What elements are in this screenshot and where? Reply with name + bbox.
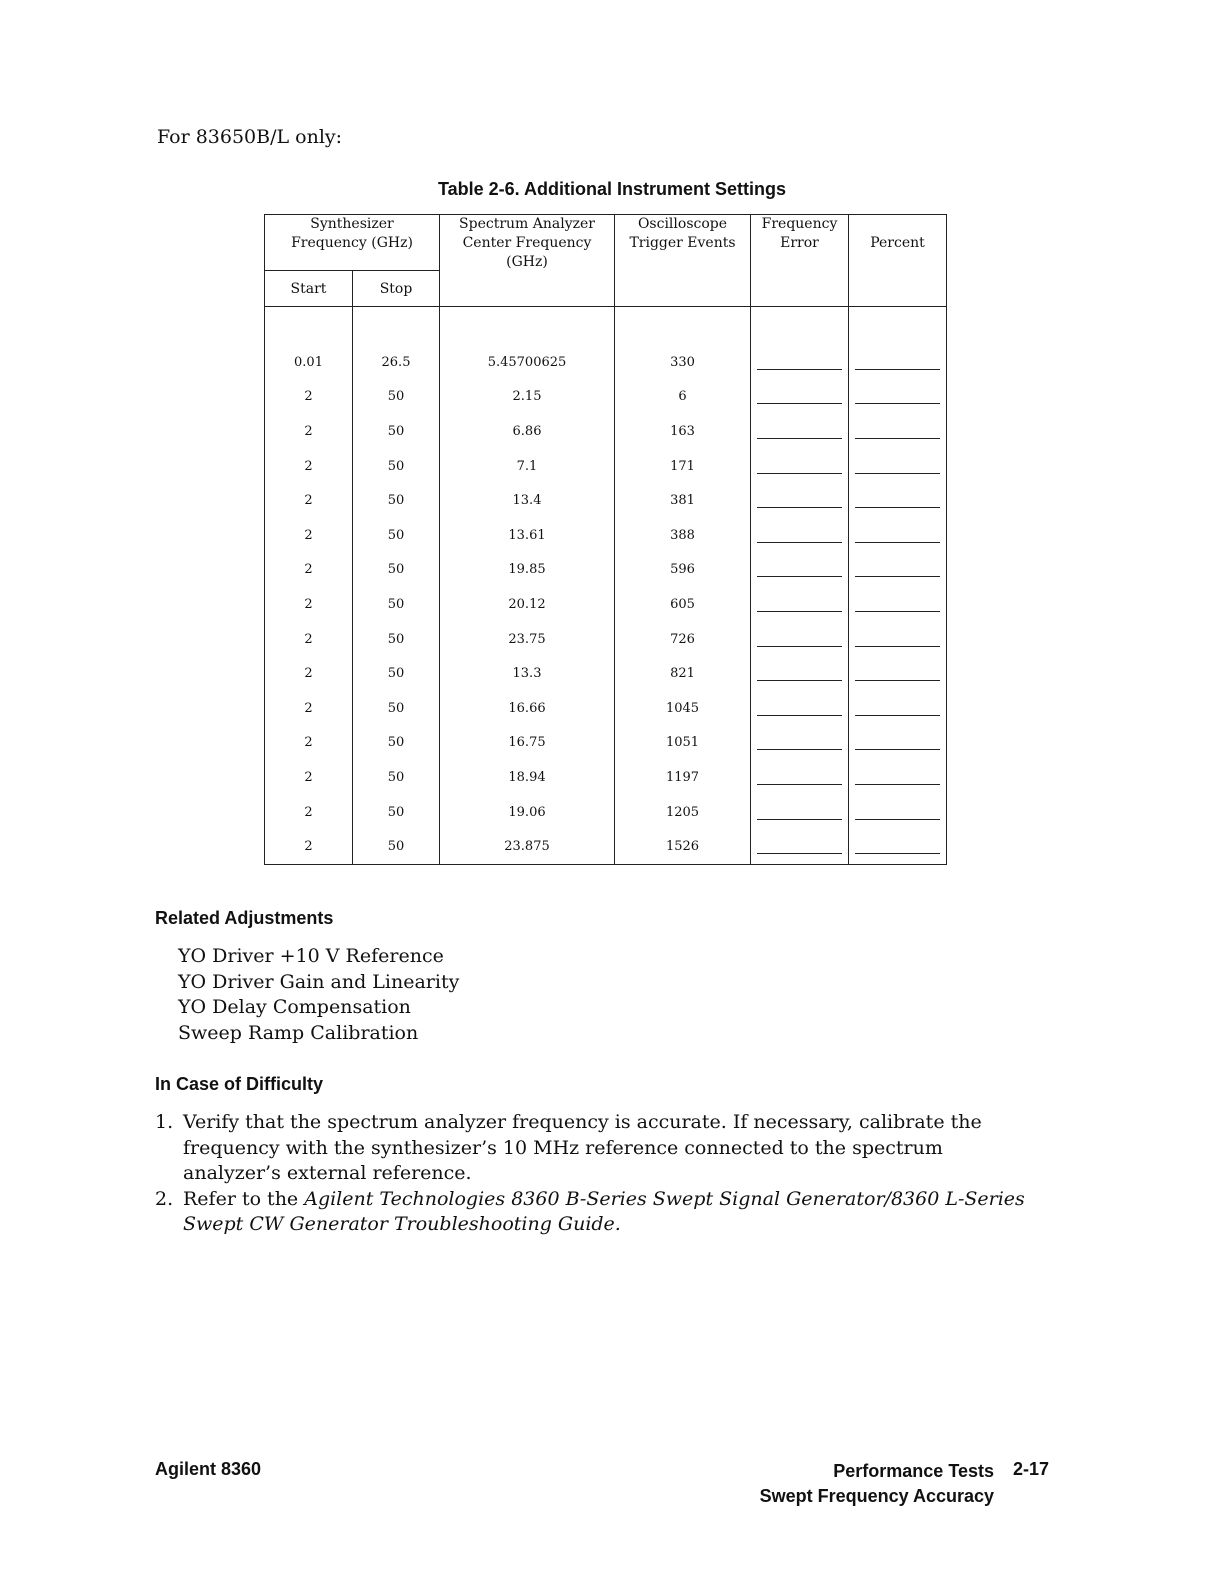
- table-row: [265, 587, 947, 622]
- header-osc-line2: Trigger Events: [629, 235, 736, 251]
- cell-trigger: 1526: [615, 829, 751, 864]
- cell-stop: 50: [353, 691, 440, 726]
- cell-frequency-error: [751, 380, 849, 415]
- cell-stop: 50: [353, 656, 440, 691]
- cell-percent: [849, 414, 947, 449]
- cell-stop: 50: [353, 449, 440, 484]
- header-center-frequency: [440, 215, 615, 307]
- frequency-error-blank-line: [757, 562, 842, 577]
- cell-frequency-error: [751, 726, 849, 761]
- cell-frequency-error: [751, 587, 849, 622]
- footer-product: Agilent 8360: [155, 1459, 262, 1479]
- cell-stop: 50: [353, 587, 440, 622]
- cell-stop: 50: [353, 760, 440, 795]
- cell-start: 2: [265, 656, 353, 691]
- header-synthesizer-frequency: [265, 215, 440, 271]
- percent-blank-line: [855, 459, 940, 474]
- cell-center: 5.45700625: [440, 345, 615, 380]
- header-frequency-error: [751, 215, 849, 307]
- table-row: [265, 380, 947, 415]
- cell-trigger: 821: [615, 656, 751, 691]
- percent-blank-line: [855, 528, 940, 543]
- frequency-error-blank-line: [757, 701, 842, 716]
- cell-frequency-error: [751, 795, 849, 830]
- header-sa-line3: (GHz): [506, 254, 548, 270]
- header-sa-line2: Center Frequency: [462, 235, 592, 251]
- table-row: [265, 829, 947, 864]
- header-fe-line1: Frequency: [761, 216, 838, 232]
- adjustment-item: YO Delay Compensation: [178, 996, 411, 1018]
- frequency-error-blank-line: [757, 493, 842, 508]
- cell-percent: [849, 622, 947, 657]
- frequency-error-blank-line: [757, 597, 842, 612]
- cell-stop: 26.5: [353, 345, 440, 380]
- cell-stop: 50: [353, 726, 440, 761]
- cell-trigger: 726: [615, 622, 751, 657]
- cell-start: 2: [265, 414, 353, 449]
- table-row: [265, 691, 947, 726]
- cell-start: 2: [265, 449, 353, 484]
- percent-blank-line: [855, 355, 940, 370]
- table-row: [265, 553, 947, 588]
- percent-blank-line: [855, 805, 940, 820]
- cell-start: 2: [265, 518, 353, 553]
- table-row: [265, 414, 947, 449]
- cell-frequency-error: [751, 518, 849, 553]
- header-percent: [849, 215, 947, 307]
- cell-percent: [849, 587, 947, 622]
- cell-trigger: 1045: [615, 691, 751, 726]
- cell-trigger: 596: [615, 553, 751, 588]
- frequency-error-blank-line: [757, 528, 842, 543]
- cell-start: 2: [265, 553, 353, 588]
- header-fe-line2: Error: [780, 235, 819, 251]
- page-number: 2-17: [1013, 1459, 1050, 1479]
- cell-center: 19.06: [440, 795, 615, 830]
- cell-stop: 50: [353, 414, 440, 449]
- cell-start: 2: [265, 483, 353, 518]
- percent-blank-line: [855, 424, 940, 439]
- frequency-error-blank-line: [757, 389, 842, 404]
- cell-center: 6.86: [440, 414, 615, 449]
- frequency-error-blank-line: [757, 632, 842, 647]
- cell-percent: [849, 691, 947, 726]
- cell-stop: 50: [353, 829, 440, 864]
- cell-percent: [849, 518, 947, 553]
- percent-blank-line: [855, 493, 940, 508]
- cell-start: 2: [265, 760, 353, 795]
- cell-trigger: 1205: [615, 795, 751, 830]
- cell-start: 0.01: [265, 345, 353, 380]
- frequency-error-blank-line: [757, 424, 842, 439]
- cell-trigger: 6: [615, 380, 751, 415]
- difficulty-heading: In Case of Difficulty: [155, 1074, 324, 1094]
- cell-percent: [849, 345, 947, 380]
- item-number: 1.: [155, 1111, 174, 1133]
- related-adjustments-heading: Related Adjustments: [155, 908, 334, 928]
- cell-percent: [849, 760, 947, 795]
- cell-trigger: 605: [615, 587, 751, 622]
- table-row: [265, 760, 947, 795]
- cell-frequency-error: [751, 691, 849, 726]
- percent-blank-line: [855, 839, 940, 854]
- percent-blank-line: [855, 597, 940, 612]
- cell-frequency-error: [751, 829, 849, 864]
- table-row: [265, 518, 947, 553]
- cell-center: 16.75: [440, 726, 615, 761]
- footer-section: [700, 1459, 994, 1509]
- cell-trigger: 381: [615, 483, 751, 518]
- adjustment-item: YO Driver Gain and Linearity: [178, 970, 460, 993]
- table-row: [265, 656, 947, 691]
- frequency-error-blank-line: [757, 735, 842, 750]
- cell-center: 13.3: [440, 656, 615, 691]
- percent-blank-line: [855, 389, 940, 404]
- cell-start: 2: [265, 795, 353, 830]
- cell-percent: [849, 795, 947, 830]
- cell-trigger: 388: [615, 518, 751, 553]
- cell-center: 23.75: [440, 622, 615, 657]
- cell-stop: 50: [353, 795, 440, 830]
- cell-frequency-error: [751, 414, 849, 449]
- cell-percent: [849, 829, 947, 864]
- difficulty-list: [155, 1110, 1035, 1238]
- cell-start: 2: [265, 726, 353, 761]
- header-percent-label: Percent: [870, 235, 925, 251]
- cell-trigger: 171: [615, 449, 751, 484]
- table-row: [265, 726, 947, 761]
- percent-blank-line: [855, 701, 940, 716]
- cell-trigger: 330: [615, 345, 751, 380]
- item-text: [183, 1187, 1035, 1238]
- adjustment-item: Sweep Ramp Calibration: [178, 1021, 419, 1044]
- cell-frequency-error: [751, 656, 849, 691]
- cell-percent: [849, 380, 947, 415]
- header-synth-line1: Synthesizer: [310, 216, 394, 232]
- intro-text: For 83650B/L only:: [157, 126, 343, 148]
- cell-center: 2.15: [440, 380, 615, 415]
- table-row: [265, 449, 947, 484]
- table-row: [265, 345, 947, 380]
- cell-stop: 50: [353, 483, 440, 518]
- table-row: [265, 622, 947, 657]
- header-osc-line1: Oscilloscope: [637, 216, 728, 232]
- frequency-error-blank-line: [757, 770, 842, 785]
- cell-trigger: 1197: [615, 760, 751, 795]
- cell-percent: [849, 483, 947, 518]
- header-sa-line1: Spectrum Analyzer: [459, 216, 595, 232]
- header-start: Start: [265, 271, 353, 307]
- header-synth-line2: Frequency (GHz): [291, 235, 413, 251]
- item-text-prefix: Refer to the: [183, 1187, 305, 1210]
- cell-center: 16.66: [440, 691, 615, 726]
- cell-center: 13.4: [440, 483, 615, 518]
- table-row: [265, 795, 947, 830]
- percent-blank-line: [855, 735, 940, 750]
- item-number: 2.: [155, 1187, 174, 1210]
- cell-stop: 50: [353, 553, 440, 588]
- cell-percent: [849, 656, 947, 691]
- cell-frequency-error: [751, 553, 849, 588]
- cell-center: 23.875: [440, 829, 615, 864]
- header-trigger-events: [615, 215, 751, 307]
- related-adjustments-list: [178, 944, 459, 1046]
- cell-center: 18.94: [440, 760, 615, 795]
- cell-center: 20.12: [440, 587, 615, 622]
- cell-center: 13.61: [440, 518, 615, 553]
- cell-percent: [849, 553, 947, 588]
- cell-frequency-error: [751, 345, 849, 380]
- cell-start: 2: [265, 380, 353, 415]
- cell-stop: 50: [353, 380, 440, 415]
- cell-center: 19.85: [440, 553, 615, 588]
- footer-chapter: Performance Tests: [833, 1461, 994, 1481]
- cell-stop: 50: [353, 622, 440, 657]
- percent-blank-line: [855, 562, 940, 577]
- cell-trigger: 1051: [615, 726, 751, 761]
- cell-percent: [849, 449, 947, 484]
- table-row: [265, 483, 947, 518]
- percent-blank-line: [855, 632, 940, 647]
- troubleshooting-guide-title: Agilent Technologies 8360 B-Series Swept Signal Generator/8360 L-Series Swept CW Generator Troubleshooting Guide.: [183, 1187, 1025, 1235]
- cell-frequency-error: [751, 449, 849, 484]
- percent-blank-line: [855, 770, 940, 785]
- cell-percent: [849, 726, 947, 761]
- cell-frequency-error: [751, 483, 849, 518]
- cell-start: 2: [265, 829, 353, 864]
- cell-start: 2: [265, 622, 353, 657]
- cell-frequency-error: [751, 760, 849, 795]
- item-text: Verify that the spectrum analyzer frequency is accurate. If necessary, calibrate the frequency with the synthesizer’s 10 MHz reference connected to the spectrum analyzer’s external reference.: [183, 1111, 982, 1184]
- cell-center: 7.1: [440, 449, 615, 484]
- frequency-error-blank-line: [757, 666, 842, 681]
- adjustment-item: YO Driver +10 V Reference: [178, 945, 444, 967]
- cell-frequency-error: [751, 622, 849, 657]
- difficulty-item-2: [155, 1187, 1035, 1238]
- footer-subsection: Swept Frequency Accuracy: [759, 1486, 994, 1506]
- difficulty-item-1: [155, 1110, 1035, 1187]
- frequency-error-blank-line: [757, 839, 842, 854]
- percent-blank-line: [855, 666, 940, 681]
- table-title: Table 2-6. Additional Instrument Settings: [437, 179, 787, 199]
- cell-stop: 50: [353, 518, 440, 553]
- cell-trigger: 163: [615, 414, 751, 449]
- frequency-error-blank-line: [757, 805, 842, 820]
- cell-start: 2: [265, 691, 353, 726]
- cell-start: 2: [265, 587, 353, 622]
- instrument-settings-table: [264, 214, 947, 865]
- frequency-error-blank-line: [757, 355, 842, 370]
- frequency-error-blank-line: [757, 459, 842, 474]
- header-stop: Stop: [353, 271, 440, 307]
